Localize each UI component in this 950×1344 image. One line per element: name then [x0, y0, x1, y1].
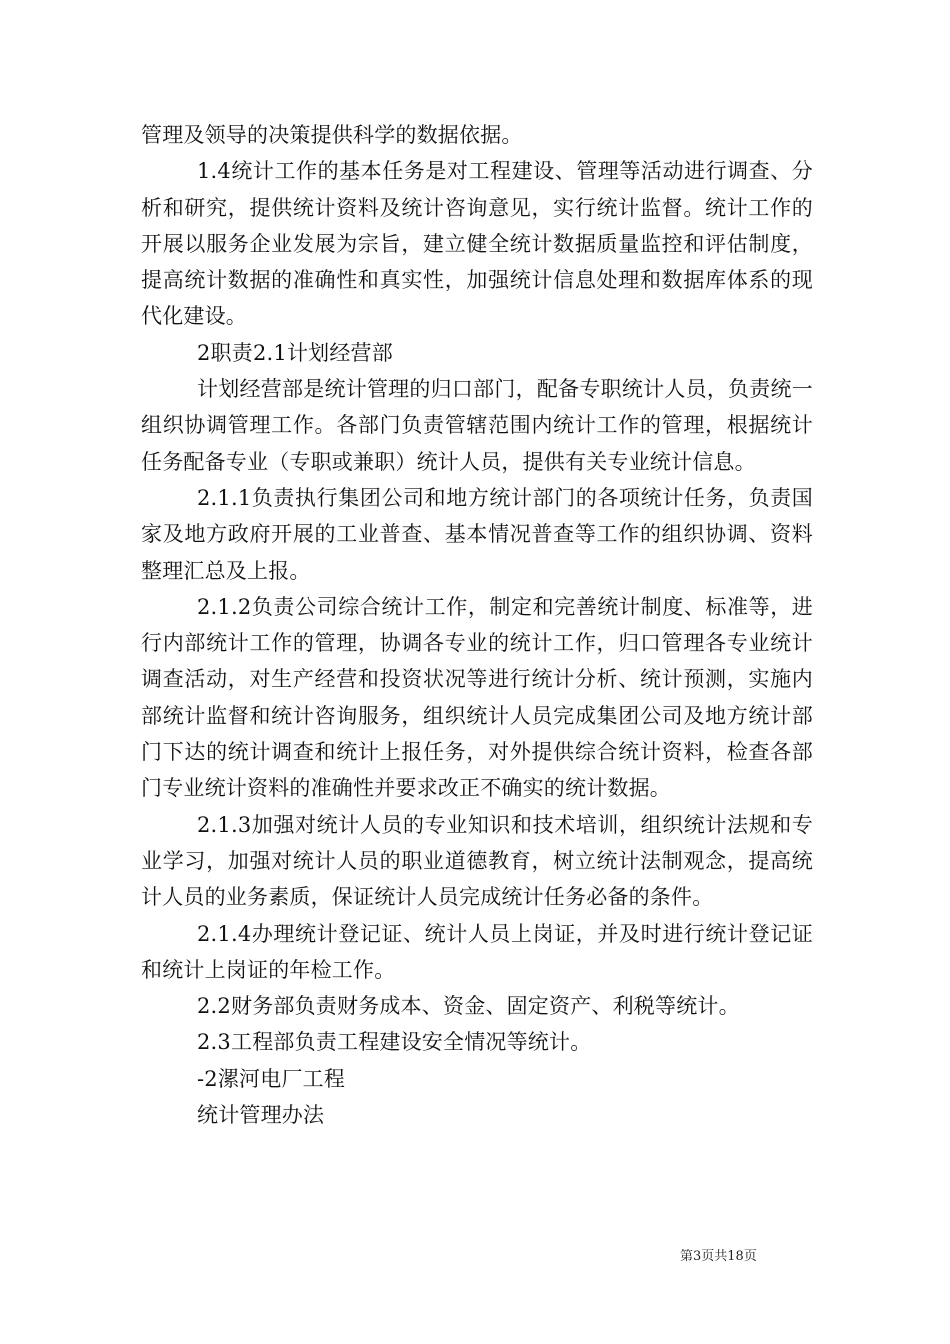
paragraph-1: 管理及领导的决策提供科学的数据依据。 [141, 123, 523, 147]
paragraph-2-1-4: 2.1.4办理统计登记证、统计人员上岗证，并及时进行统计登记证和统计上岗证的年检工作。 [141, 921, 813, 982]
paragraph-3: 计划经营部是统计管理的归口部门，配备专职统计人员，负责统一组织协调管理工作。各部门负责管辖范围内统计工作的管理，根据统计任务配备专业（专职或兼职）统计人员，提供有关专业统计信息。 [141, 377, 813, 474]
project-title: -2漯河电厂工程 [197, 1066, 346, 1091]
paragraph-2-1-1: 2.1.1负责执行集团公司和地方统计部门的各项统计任务，负责国家及地方政府开展的工业普查、基本情况普查等工作的组织协调、资料整理汇总及上报。 [141, 485, 813, 583]
paragraph-2-1-3: 2.1.3加强对统计人员的专业知识和技术培训，组织统计法规和专业学习，加强对统计人员的职业道德教育，树立统计法制观念，提高统计人员的业务素质，保证统计人员完成统计任务必备的条件。 [141, 812, 813, 910]
paragraph-2-2: 2.2财务部负责财务成本、资金、固定资产、利税等统计。 [197, 994, 740, 1019]
paragraph-2-3: 2.3工程部负责工程建设安全情况等统计。 [197, 1030, 592, 1055]
page-number-footer: 第3页共18页 [680, 1249, 757, 1264]
paragraph-2: 1.4统计工作的基本任务是对工程建设、管理等活动进行调查、分析和研究，提供统计资料及统计咨询意见，实行统计监督。统计工作的开展以服务企业发展为宗旨，建立健全统计数据质量监控和评估制度，提高统计数据的准确性和真实性，加强统计信息处理和数据库体系的现代化建设。 [141, 159, 813, 329]
document-subtitle: 统计管理办法 [197, 1103, 325, 1128]
document-body [141, 117, 813, 1133]
section-heading-2: 2职责2.1计划经营部 [197, 340, 393, 365]
paragraph-2-1-2: 2.1.2负责公司综合统计工作，制定和完善统计制度、标准等，进行内部统计工作的管理，协调各专业的统计工作，归口管理各专业统计调查活动，对生产经营和投资状况等进行统计分析、统计预测，实施内部统计监督和统计咨询服务，组织统计人员完成集团公司及地方统计部门下达的统计调查和统计上报任务，对外提供综合统计资料，检查各部门专业统计资料的准确性并要求改正不确实的统计数据。 [141, 594, 813, 801]
